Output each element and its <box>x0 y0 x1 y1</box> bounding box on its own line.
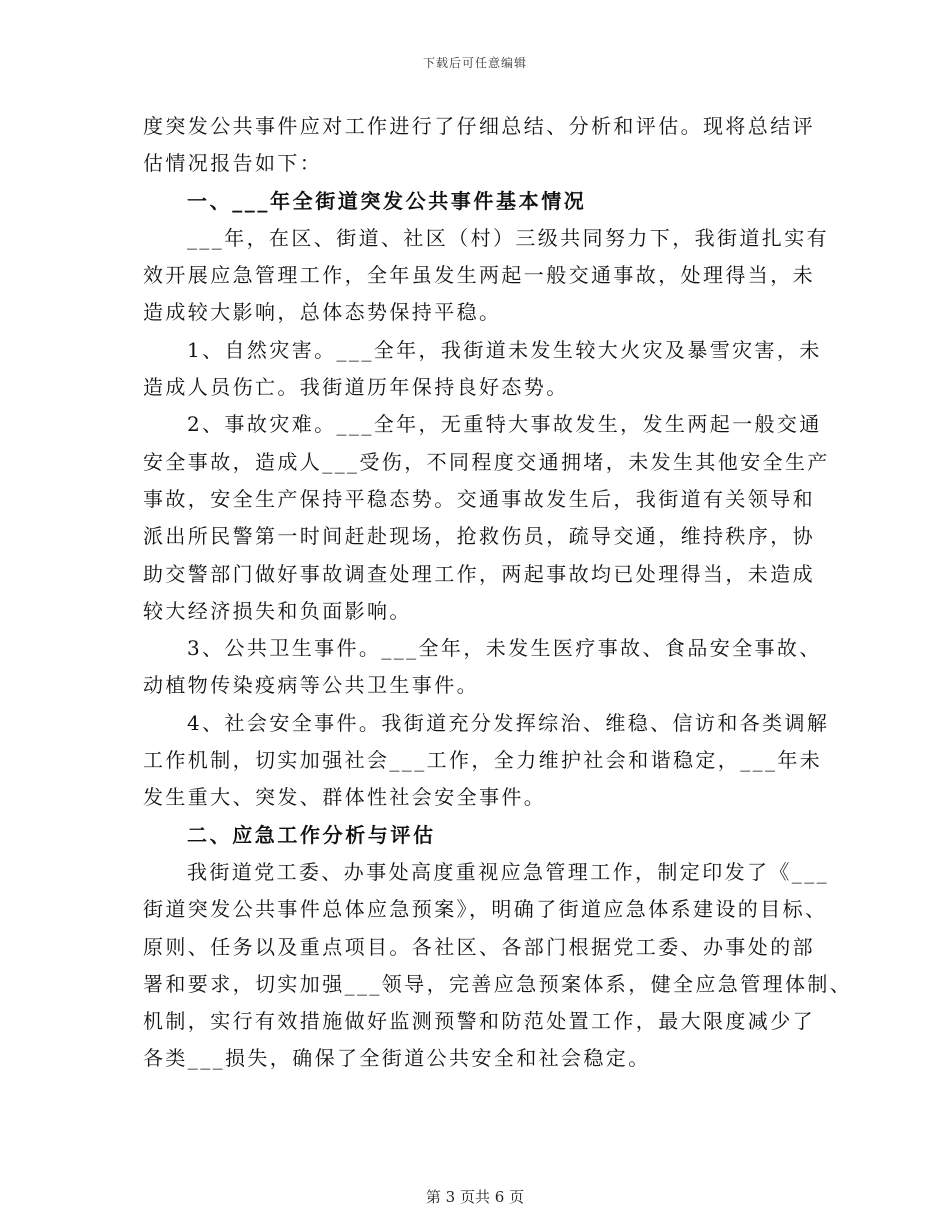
paragraph-line: 造成人员伤亡。我街道历年保持良好态势。 <box>143 375 569 400</box>
paragraph-line: 度突发公共事件应对工作进行了仔细总结、分析和评估。现将总结评 <box>143 114 815 138</box>
paragraph-line: 安全事故，造成人___受伤，不同程度交通拥堵，未发生其他安全生产 <box>143 449 830 474</box>
paragraph-line: 署和要求，切实加强___领导，完善应急预案体系，健全应急管理体制、 <box>143 971 853 996</box>
paragraph-line: 造成较大影响，总体态势保持平稳。 <box>143 300 502 325</box>
paragraph-line: 街道突发公共事件总体应急预案》，明确了街道应急体系建设的目标、 <box>143 897 828 922</box>
paragraph-line: 机制，实行有效措施做好监测预警和防范处置工作，最大限度减少了 <box>143 1009 815 1034</box>
section-heading: 一、___年全街道突发公共事件基本情况 <box>187 188 587 213</box>
paragraph-line: 我街道党工委、办事处高度重视应急管理工作，制定印发了《___ <box>187 859 829 884</box>
paragraph-line: 工作机制，切实加强社会___工作，全力维护社会和谐稳定，___年未 <box>143 748 823 773</box>
paragraph-line: 1、自然灾害。___全年，我街道未发生较大火灾及暴雪灾害，未 <box>187 337 822 362</box>
paragraph-line: 3、公共卫生事件。___全年，未发生医疗事故、食品安全事故、 <box>187 636 822 661</box>
paragraph-line: ___年，在区、街道、社区（村）三级共同努力下，我街道扎实有 <box>187 225 829 250</box>
section-heading: 二、应急工作分析与评估 <box>187 822 436 847</box>
paragraph-line: 各类___损失，确保了全街道公共安全和社会稳定。 <box>143 1046 651 1071</box>
paragraph-line: 估情况报告如下： <box>143 151 323 176</box>
paragraph-line: 发生重大、突发、群体性社会安全事件。 <box>143 785 547 810</box>
paragraph-line: 派出所民警第一时间赶赴现场，抢救伤员，疏导交通，维持秩序，协 <box>143 524 815 549</box>
paragraph-line: 2、事故灾难。___全年，无重特大事故发生，发生两起一般交通 <box>187 412 822 437</box>
paragraph-line: 事故，安全生产保持平稳态势。交通事故发生后，我街道有关领导和 <box>143 486 815 511</box>
page-number-footer: 第 3 页共 6 页 <box>425 1188 525 1206</box>
page-header: 下载后可任意编辑 <box>422 56 527 70</box>
document-body <box>143 108 853 1078</box>
paragraph-line: 效开展应急管理工作，全年虽发生两起一般交通事故，处理得当，未 <box>143 263 815 288</box>
paragraph-line: 4、社会安全事件。我街道充分发挥综治、维稳、信访和各类调解 <box>187 710 830 735</box>
paragraph-line: 较大经济损失和负面影响。 <box>143 598 412 623</box>
paragraph-line: 动植物传染疫病等公共卫生事件。 <box>143 673 479 698</box>
paragraph-line: 助交警部门做好事故调查处理工作，两起事故均已处理得当，未造成 <box>143 561 815 586</box>
paragraph-line: 原则、任务以及重点项目。各社区、各部门根据党工委、办事处的部 <box>143 934 815 959</box>
